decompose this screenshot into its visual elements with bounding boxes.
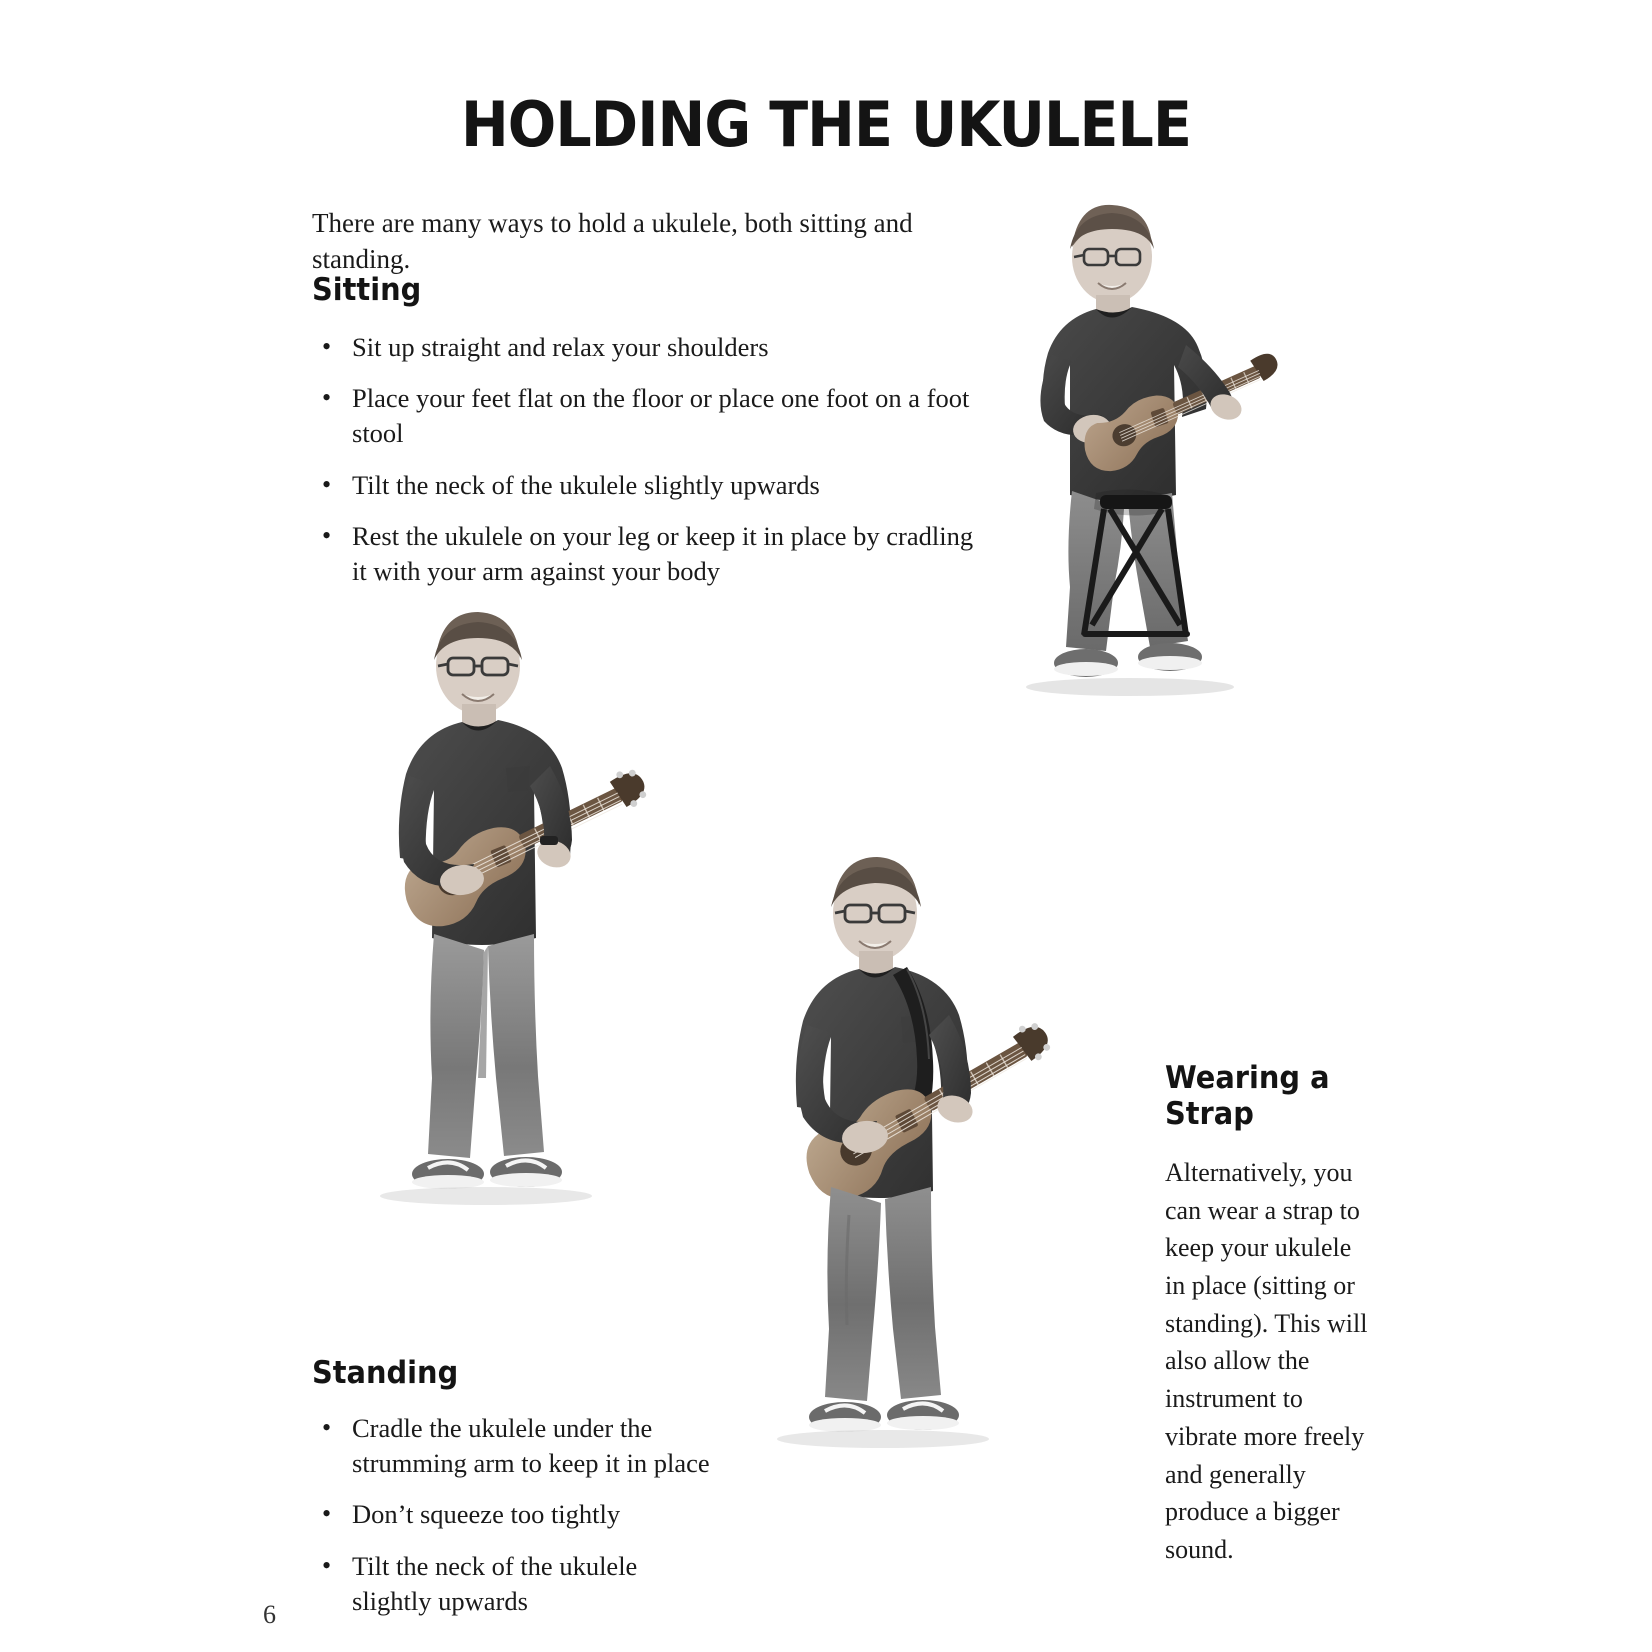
list-item-text: Tilt the neck of the ukulele slightly upwards (352, 469, 820, 500)
photo-boy-standing-with-ukulele (358, 608, 678, 1258)
list-item-text: Cradle the ukulele under the strumming arm to keep it in place (352, 1413, 710, 1479)
photo-boy-sitting-on-stool-with-ukulele (1000, 195, 1300, 755)
page-title: HOLDING THE UKULELE (460, 88, 1191, 161)
list-item (312, 330, 992, 365)
list-item (312, 1411, 712, 1481)
list-item (312, 519, 992, 589)
bullet-icon: • (322, 1413, 332, 1442)
list-item-text: Sit up straight and relax your shoulders (352, 332, 769, 362)
list-item (312, 1549, 712, 1619)
section-wearing-a-strap (1165, 1060, 1370, 1569)
strap-paragraph: Alternatively, you can wear a strap to keep your ukulele in place (sitting or standing). This will also allow the instrument to vibrate more freely and generally produce a bigger sound. (1165, 1158, 1368, 1564)
page-number: 6 (263, 1600, 276, 1629)
list-item (312, 468, 992, 503)
list-item (312, 381, 992, 451)
list-item (312, 1497, 712, 1532)
section-sitting (312, 272, 992, 605)
bullet-icon: • (322, 332, 332, 361)
photo-boy-standing-with-ukulele-and-strap (755, 855, 1085, 1495)
list-item-text: Place your feet flat on the floor or place one foot on a foot stool (352, 383, 970, 449)
sitting-bullet-list (312, 330, 992, 589)
list-item-text: Rest the ukulele on your leg or keep it in place by cradling it with your arm against your body (352, 520, 974, 587)
section-heading-strap: Wearing a Strap (1165, 1060, 1330, 1132)
intro-paragraph: There are many ways to hold a ukulele, both sitting and standing. (312, 208, 913, 275)
section-heading-sitting: Sitting (312, 272, 422, 308)
list-item-text: Don’t squeeze too tightly (352, 1499, 621, 1530)
standing-bullet-list (312, 1411, 712, 1619)
section-heading-standing: Standing (312, 1355, 459, 1391)
bullet-icon: • (322, 1550, 332, 1580)
bullet-icon: • (322, 469, 332, 499)
section-standing (312, 1355, 712, 1635)
list-item-text: Tilt the neck of the ukulele slightly upwards (352, 1550, 638, 1616)
bullet-icon: • (322, 520, 332, 550)
bullet-icon: • (322, 383, 332, 413)
bullet-icon: • (322, 1499, 332, 1529)
